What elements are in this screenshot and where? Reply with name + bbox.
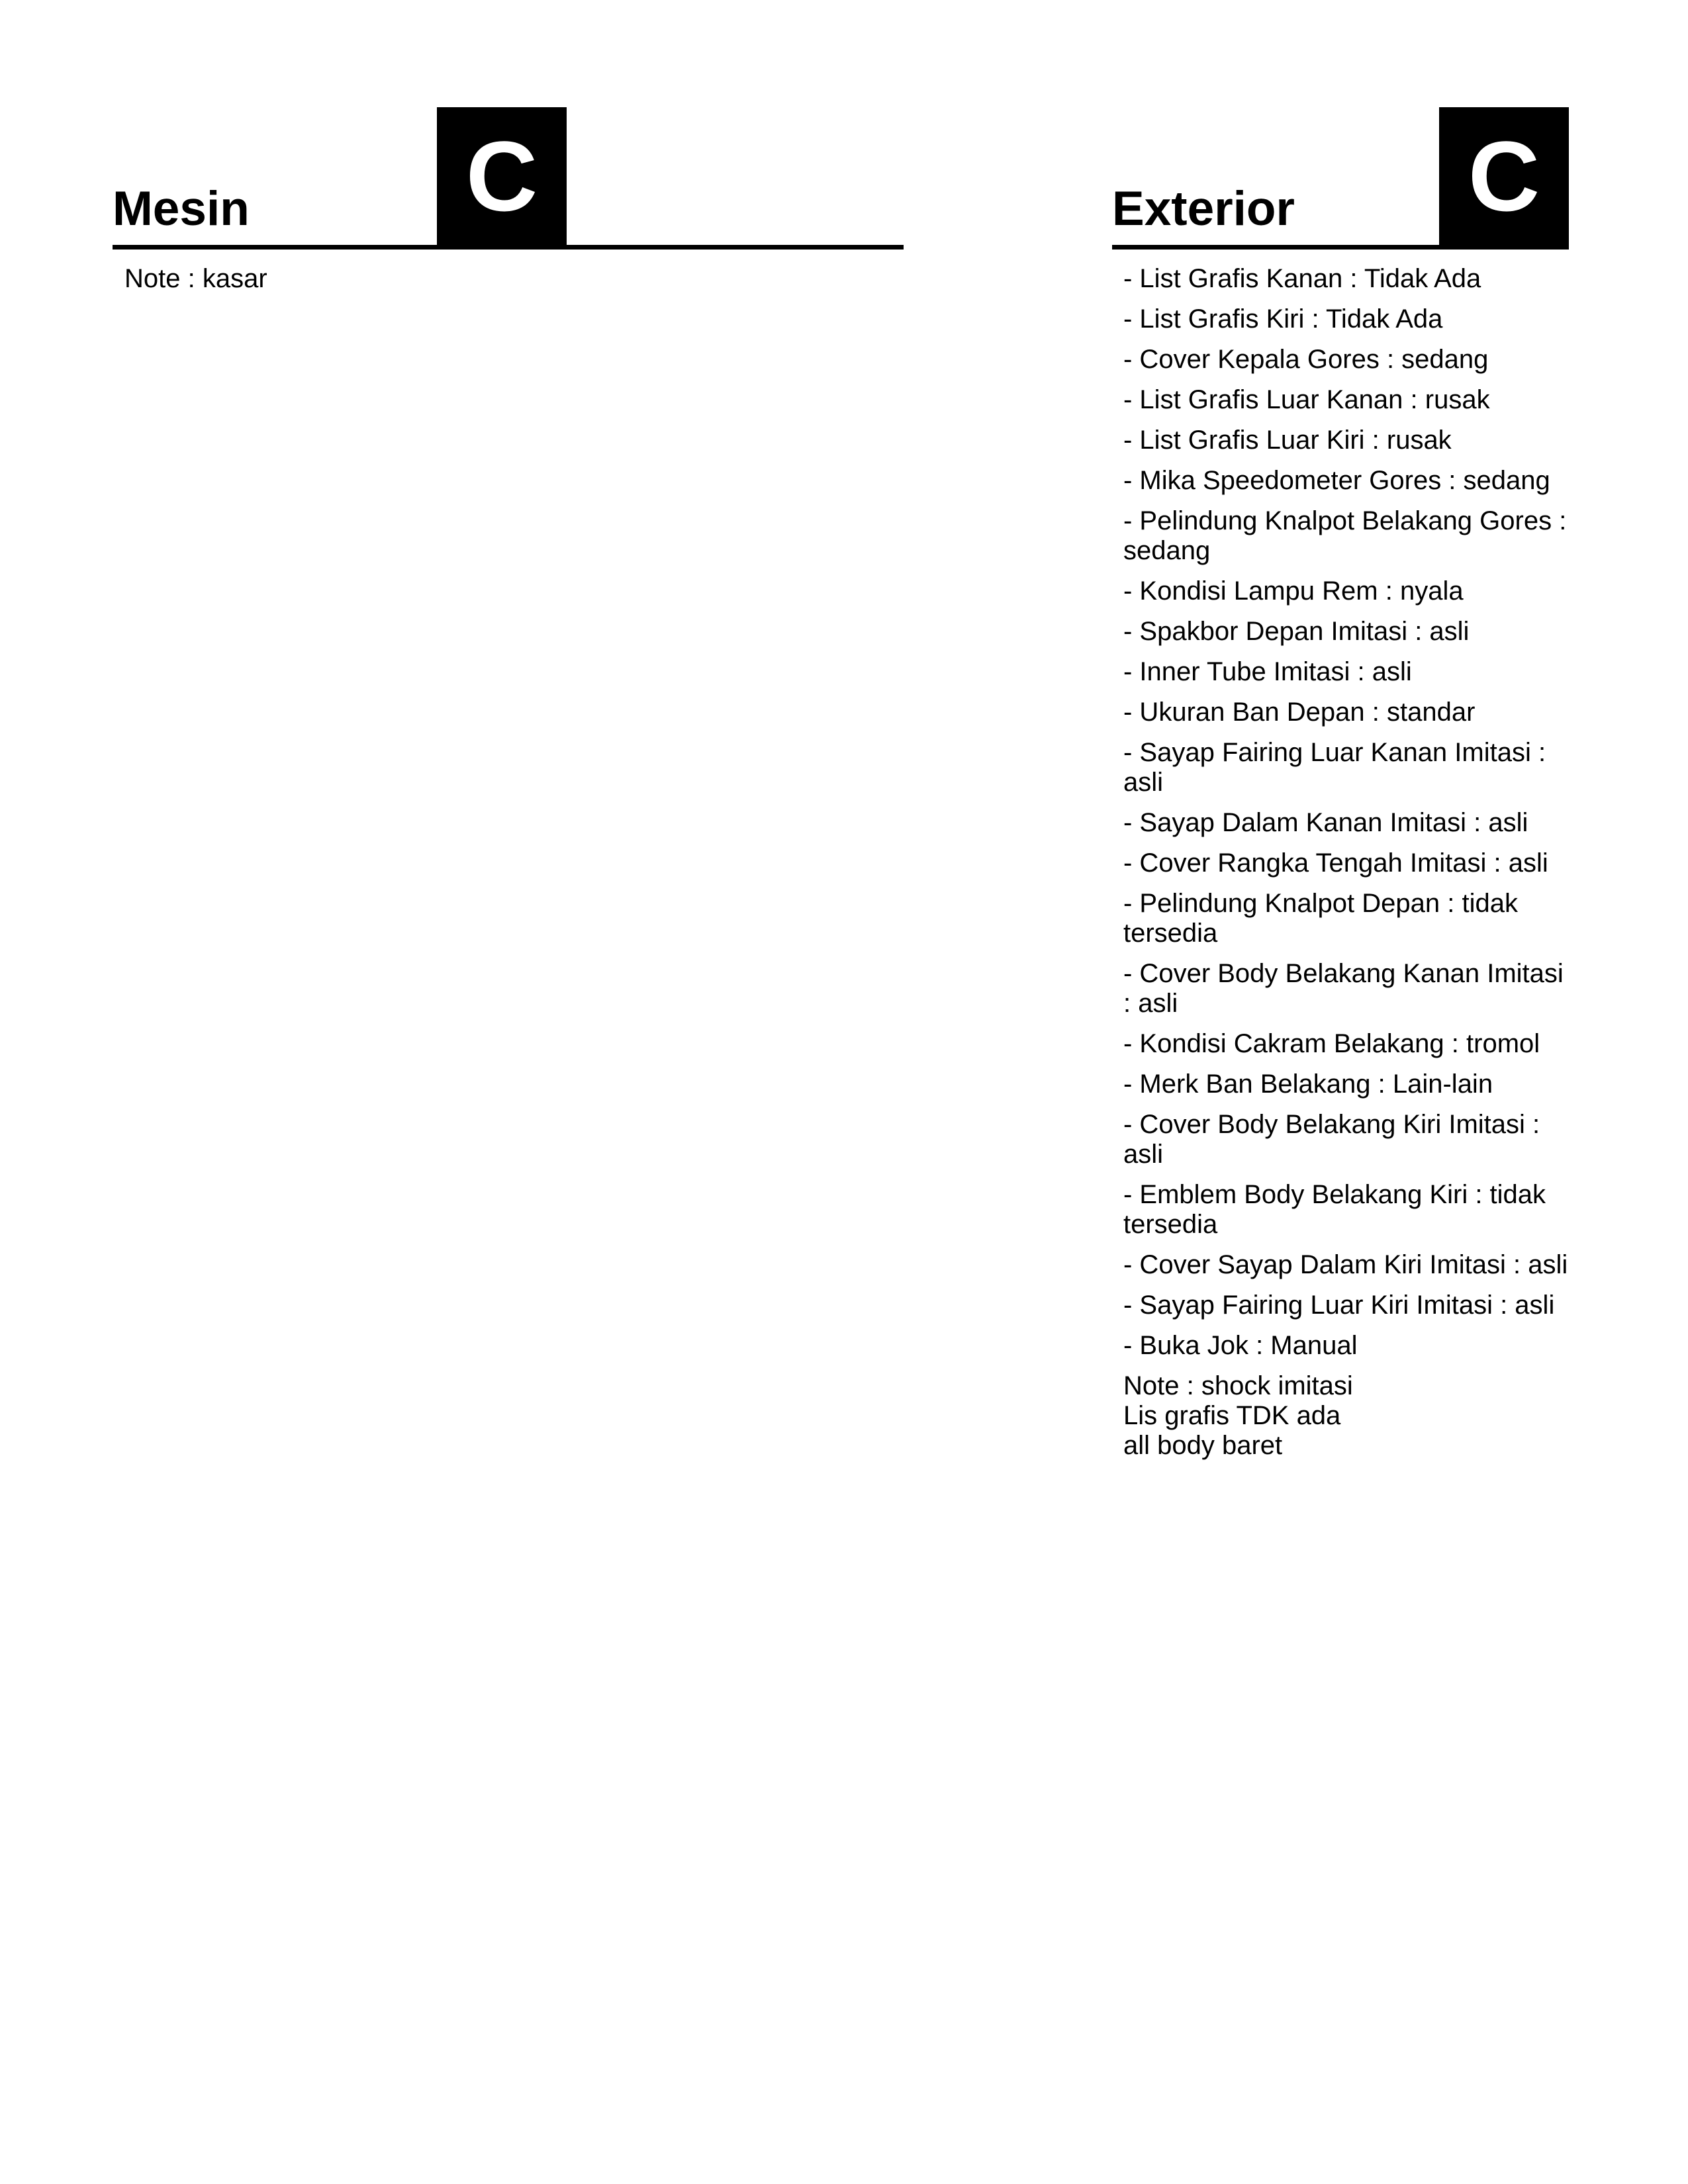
mesin-grade-badge: C [437, 107, 567, 245]
exterior-item: - Sayap Fairing Luar Kanan Imitasi : asli [1123, 738, 1546, 797]
exterior-item: - List Grafis Luar Kanan : rusak [1123, 385, 1490, 414]
exterior-item: - Kondisi Cakram Belakang : tromol [1123, 1029, 1540, 1058]
exterior-item: - List Grafis Kanan : Tidak Ada [1123, 264, 1481, 293]
exterior-item: - Inner Tube Imitasi : asli [1123, 657, 1412, 686]
exterior-header [1112, 107, 1569, 250]
exterior-item: - Merk Ban Belakang : Lain-lain [1123, 1069, 1493, 1099]
exterior-grade-badge: C [1439, 107, 1569, 245]
exterior-item: - Cover Body Belakang Kanan Imitasi : asli [1123, 959, 1564, 1018]
mesin-header [113, 107, 904, 250]
exterior-item: - Cover Sayap Dalam Kiri Imitasi : asli [1123, 1250, 1568, 1279]
exterior-item: - Sayap Dalam Kanan Imitasi : asli [1123, 808, 1528, 837]
mesin-title: Mesin [113, 182, 250, 236]
exterior-item: - Cover Kepala Gores : sedang [1123, 345, 1489, 374]
mesin-note: Note : kasar [124, 264, 267, 293]
exterior-item: - Pelindung Knalpot Depan : tidak tersedia [1123, 889, 1518, 948]
exterior-item: - List Grafis Kiri : Tidak Ada [1123, 304, 1443, 334]
exterior-note: Note : shock imitasi Lis grafis TDK ada all body baret [1123, 1371, 1353, 1460]
exterior-item: - List Grafis Luar Kiri : rusak [1123, 426, 1452, 455]
exterior-item: - Mika Speedometer Gores : sedang [1123, 466, 1550, 495]
exterior-item: - Buka Jok : Manual [1123, 1331, 1358, 1360]
exterior-section [1112, 107, 1569, 1461]
exterior-item: - Emblem Body Belakang Kiri : tidak tersedia [1123, 1180, 1546, 1239]
exterior-item: - Ukuran Ban Depan : standar [1123, 698, 1476, 727]
exterior-item: - Sayap Fairing Luar Kiri Imitasi : asli [1123, 1291, 1555, 1320]
exterior-item: - Pelindung Knalpot Belakang Gores : sedang [1123, 506, 1567, 565]
exterior-item: - Kondisi Lampu Rem : nyala [1123, 576, 1464, 606]
exterior-item: - Cover Rangka Tengah Imitasi : asli [1123, 848, 1548, 878]
exterior-item: - Cover Body Belakang Kiri Imitasi : asli [1123, 1110, 1540, 1169]
exterior-item-list [1112, 264, 1569, 1361]
exterior-item: - Spakbor Depan Imitasi : asli [1123, 617, 1470, 646]
mesin-section [113, 107, 904, 294]
exterior-title: Exterior [1112, 182, 1295, 236]
